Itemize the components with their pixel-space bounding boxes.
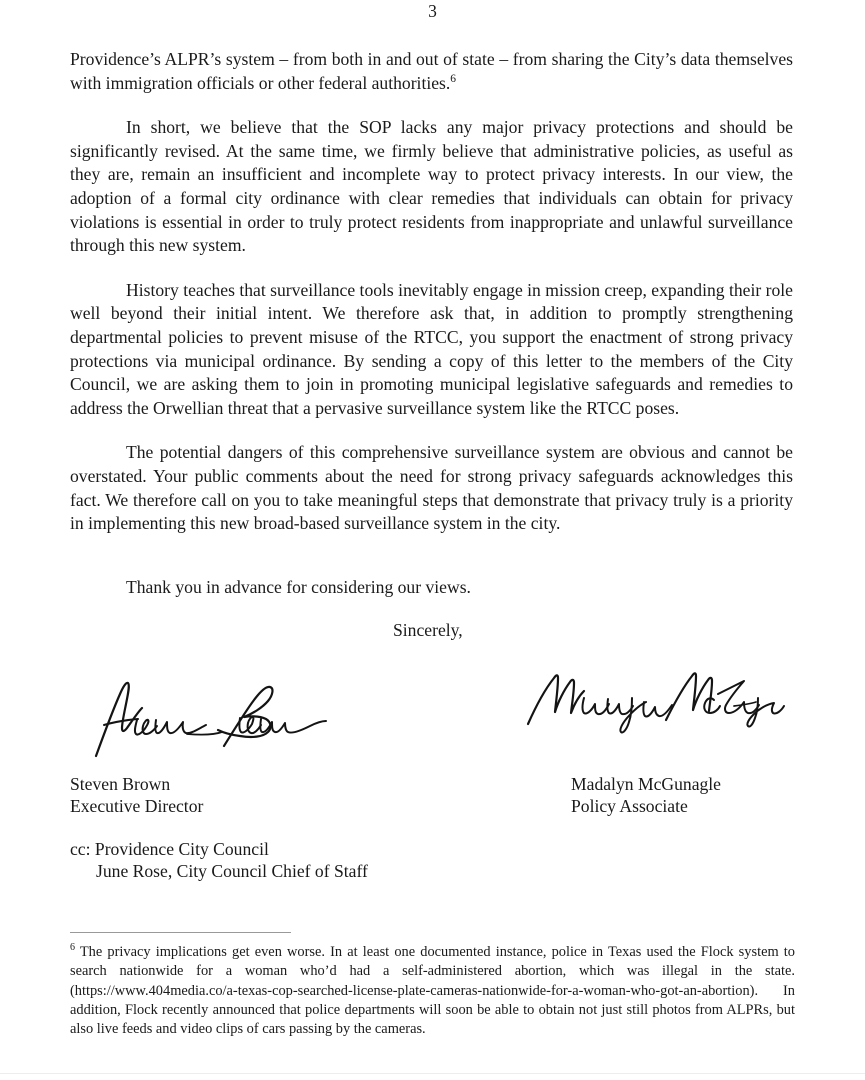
signatory-right [571, 774, 793, 817]
signatory-left [70, 774, 571, 817]
footnote-text: The privacy implications get even worse. In at least one documented instance, police in Texas used the Flock system to search nationwide for a woman who’d had a self-administered abortion, which was illegal in the state. (https://www.404media.co/a-texas-cop-searched-license-plate-cameras-nationwide-for-a-woman-who-got-an-abortion). In addition, Flock recently announced that police departments will soon be able to obtain not just still photos from ALPRs, but also live feeds and video clips of cars passing by the cameras. [70, 944, 795, 1038]
signatory-title-executive-director: Executive Director [70, 795, 204, 816]
document-body [70, 48, 793, 536]
paragraph-continuation [70, 48, 793, 95]
signatory-names-block [70, 774, 793, 817]
footnote-separator-rule [70, 932, 291, 933]
footnote-reference-6: 6 [450, 72, 457, 85]
signatory-title-policy-associate: Policy Associate [571, 795, 688, 816]
signature-madalyn-mcgunagle [522, 658, 787, 740]
page-bottom-edge [0, 1073, 865, 1074]
paragraph-text: Providence’s ALPR’s system – from both in and out of state – from sharing the City’s data themselves with immigration officials or other federal authorities. [70, 49, 793, 93]
closing-thanks: Thank you in advance for considering our views. [126, 577, 471, 597]
page-number: 3 [428, 1, 437, 21]
cc-block [70, 839, 368, 882]
footnote-6 [70, 943, 795, 1039]
cc-line-june-rose: June Rose, City Council Chief of Staff [96, 860, 368, 881]
paragraph-in-short: In short, we believe that the SOP lacks any major privacy protections and should be significantly revised. At the same time, we firmly believe that administrative policies, as useful as they are, remain an insufficient and incomplete way to protect privacy interests. In our view, the adoption of a formal city ordinance with clear remedies that individuals can obtain for privacy violations is essential in order to truly protect residents from inappropriate and unlawful surveillance through this new system. [70, 117, 793, 256]
paragraph-history: History teaches that surveillance tools inevitably engage in mission creep, expanding their role well beyond their initial intent. We therefore ask that, in addition to promptly strengthening departmental policies to prevent misuse of the RTCC, you support the enactment of strong privacy protections via municipal ordinance. By sending a copy of this letter to the members of the City Council, we are asking them to join in promoting municipal legislative safeguards and remedies to address the Orwellian threat that a pervasive surveillance system like the RTCC poses. [70, 279, 793, 418]
footnote-number: 6 [70, 942, 75, 954]
paragraph-potential-dangers: The potential dangers of this comprehensive surveillance system are obvious and cannot be overstated. Your public comments about the need for strong privacy safeguards acknowledges this fact. We therefore call on you to take meaningful steps that demonstrate that privacy truly is a priority in implementing this new broad-based surveillance system in the city. [70, 442, 793, 534]
signature-steven-brown [88, 668, 328, 760]
signatory-name-madalyn-mcgunagle: Madalyn McGunagle [571, 774, 721, 794]
cc-line-city-council: cc: Providence City Council [70, 839, 269, 859]
signatory-name-steven-brown: Steven Brown [70, 774, 171, 794]
signatory-name-row [70, 774, 793, 817]
closing-valediction: Sincerely, [393, 620, 463, 640]
